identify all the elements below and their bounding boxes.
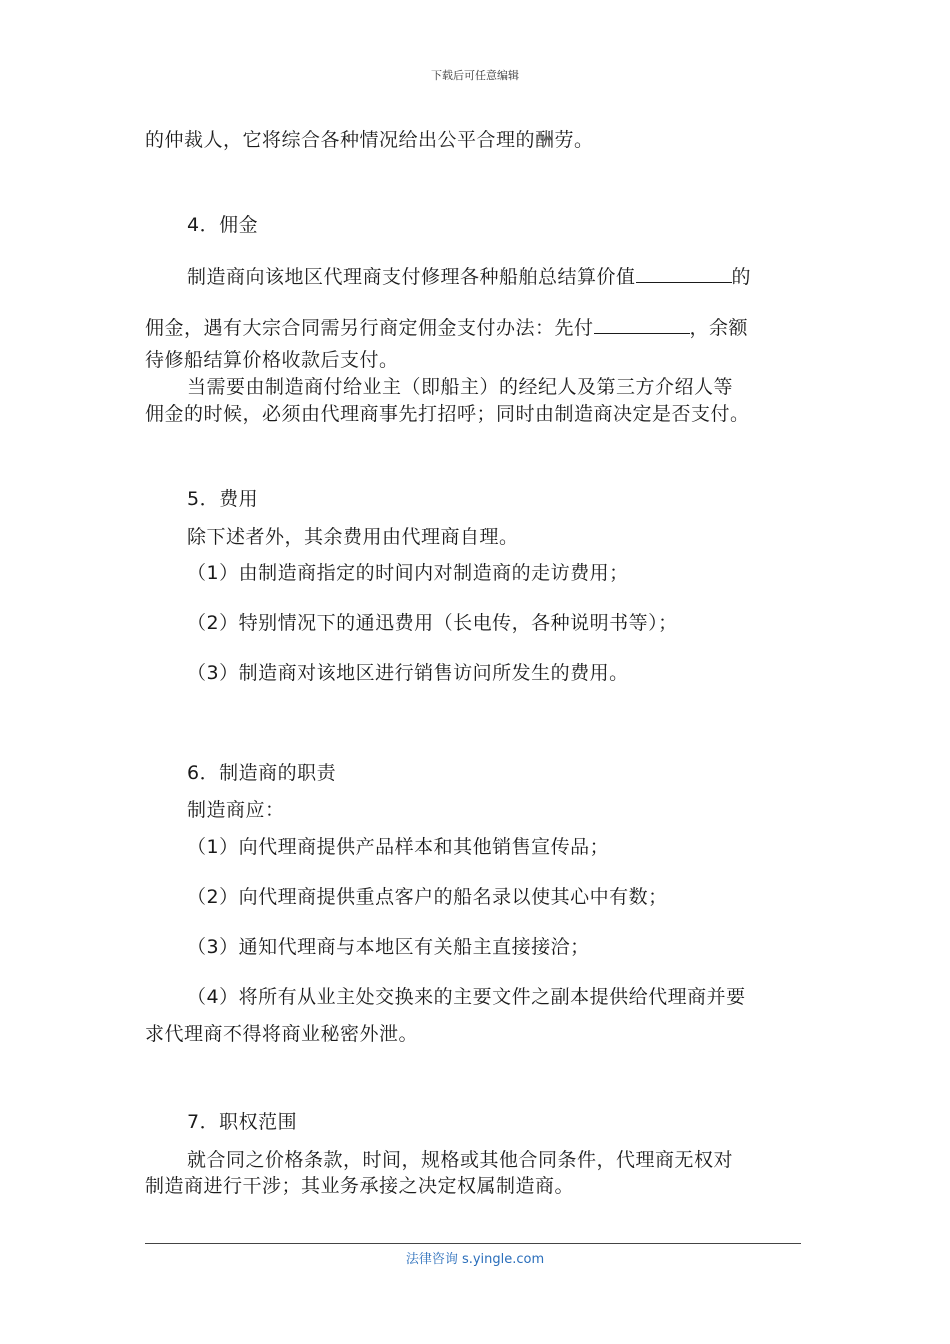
section-heading-commission: 4．佣金 bbox=[187, 214, 259, 236]
footer-divider bbox=[145, 1243, 801, 1244]
section-heading-manufacturer-duties: 6．制造商的职责 bbox=[187, 762, 337, 784]
text-segment: ，余额 bbox=[689, 317, 749, 339]
list-item: （4）将所有从业主处交换来的主要文件之副本提供给代理商并要 bbox=[187, 986, 746, 1008]
fill-in-blank bbox=[636, 262, 732, 283]
paragraph-line: 就合同之价格条款，时间，规格或其他合同条件，代理商无权对 bbox=[187, 1149, 734, 1171]
list-item: （2）向代理商提供重点客户的船名录以使其心中有数； bbox=[187, 886, 668, 908]
paragraph-line: 的仲裁人，它将综合各种情况给出公平合理的酬劳。 bbox=[145, 129, 594, 151]
fill-in-blank bbox=[594, 313, 690, 334]
section-heading-scope-of-authority: 7．职权范围 bbox=[187, 1111, 298, 1133]
list-item: （1）向代理商提供产品样本和其他销售宣传品； bbox=[187, 836, 610, 858]
text-segment: 制造商向该地区代理商支付修理各种船舶总结算价值 bbox=[187, 266, 636, 288]
page-header: 下载后可任意编辑 bbox=[431, 69, 519, 82]
list-item: （3）制造商对该地区进行销售访问所发生的费用。 bbox=[187, 662, 629, 684]
paragraph-line bbox=[187, 262, 751, 290]
paragraph-line: 当需要由制造商付给业主（即船主）的经纪人及第三方介绍人等 bbox=[187, 376, 734, 398]
list-item: （1）由制造商指定的时间内对制造商的走访费用； bbox=[187, 562, 629, 584]
list-item-continuation: 求代理商不得将商业秘密外泄。 bbox=[145, 1023, 419, 1045]
list-item: （2）特别情况下的通迅费用（长电传，各种说明书等）； bbox=[187, 612, 678, 634]
section-heading-expenses: 5．费用 bbox=[187, 488, 259, 510]
paragraph-line bbox=[145, 313, 748, 341]
text-segment: 佣金，遇有大宗合同需另行商定佣金支付办法：先付 bbox=[145, 317, 594, 339]
paragraph-line: 制造商进行干涉；其业务承接之决定权属制造商。 bbox=[145, 1175, 575, 1197]
text-segment: 的 bbox=[731, 266, 752, 288]
paragraph-line: 除下述者外，其余费用由代理商自理。 bbox=[187, 526, 519, 548]
list-item: （3）通知代理商与本地区有关船主直接接洽； bbox=[187, 936, 590, 958]
footer-link[interactable]: 法律咨询 s.yingle.com bbox=[405, 1252, 545, 1267]
paragraph-line: 待修船结算价格收款后支付。 bbox=[145, 349, 399, 371]
paragraph-line: 佣金的时候，必须由代理商事先打招呼；同时由制造商决定是否支付。 bbox=[145, 403, 750, 425]
paragraph-line: 制造商应： bbox=[187, 799, 285, 821]
